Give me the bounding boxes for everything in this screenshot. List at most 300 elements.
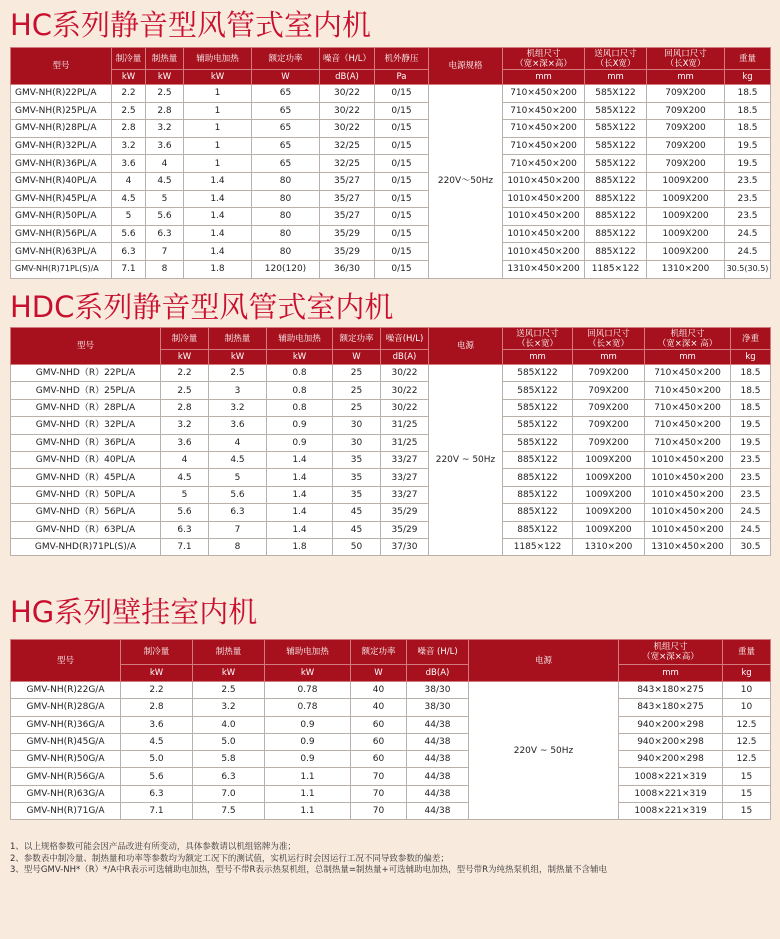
hc-value-cell: 3.2: [146, 120, 184, 138]
hc-value-cell: 7: [146, 243, 184, 261]
hdc-model-cell: GMV-NHD（R）22PL/A: [11, 365, 161, 382]
hg-model-cell: GMV-NH(R)36G/A: [11, 716, 121, 733]
hg-value-cell: 940×200×298: [619, 716, 723, 733]
hdc-value-cell: 6.3: [209, 504, 267, 521]
hc-value-cell: 0/15: [375, 155, 429, 173]
hdc-value-cell: 709X200: [573, 399, 645, 416]
hdc-value-cell: 3.2: [161, 417, 209, 434]
hc-value-cell: 1310×200: [647, 260, 725, 278]
hdc-value-cell: 1.4: [267, 521, 333, 538]
hc-value-cell: 18.5: [725, 102, 771, 120]
hdc-value-cell: 1.8: [267, 538, 333, 555]
hdc-header-model: 型号: [11, 328, 161, 365]
hg-unit-row: [11, 665, 771, 682]
hc-value-cell: 585X122: [585, 85, 647, 103]
hc-value-cell: 1.4: [184, 243, 252, 261]
hg-value-cell: 2.8: [121, 699, 193, 716]
hg-value-cell: 5.0: [121, 751, 193, 768]
hdc-value-cell: 885X122: [503, 451, 573, 468]
hdc-value-cell: 35: [333, 486, 381, 503]
hg-value-cell: 2.5: [193, 682, 265, 699]
hdc-value-cell: 19.5: [731, 434, 771, 451]
hdc-value-cell: 35: [333, 469, 381, 486]
hc-unit: Pa: [375, 70, 429, 85]
hg-unit: kW: [265, 665, 351, 682]
hc-value-cell: 30/22: [320, 120, 375, 138]
hg-value-cell: 1.1: [265, 768, 351, 785]
hc-value-cell: 1009X200: [647, 243, 725, 261]
hdc-value-cell: 30/22: [381, 382, 429, 399]
hdc-value-cell: 709X200: [573, 382, 645, 399]
hc-header-static-pressure: 机外静压: [375, 48, 429, 70]
hc-value-cell: 1: [184, 120, 252, 138]
hg-value-cell: 38/30: [407, 699, 469, 716]
hg-value-cell: 6.3: [121, 785, 193, 802]
hc-value-cell: 1009X200: [647, 190, 725, 208]
hc-value-cell: 80: [252, 208, 320, 226]
hdc-unit: dB(A): [381, 350, 429, 365]
footnote: 1、以上规格参数可能会因产品改进有所变动，具体参数请以机组铭牌为准；: [10, 842, 296, 852]
hc-value-cell: 8: [146, 260, 184, 278]
hc-value-cell: 2.2: [112, 85, 146, 103]
hc-value-cell: 1.4: [184, 208, 252, 226]
hdc-model-cell: GMV-NHD（R）36PL/A: [11, 434, 161, 451]
hdc-value-cell: 1310×200: [573, 538, 645, 555]
hc-value-cell: 6.3: [112, 243, 146, 261]
hdc-value-cell: 50: [333, 538, 381, 555]
hg-value-cell: 6.3: [193, 768, 265, 785]
hdc-header-power: 额定功率: [333, 328, 381, 350]
hdc-value-cell: 35/29: [381, 504, 429, 521]
hdc-model-cell: GMV-NHD（R）25PL/A: [11, 382, 161, 399]
hdc-value-cell: 4.5: [161, 469, 209, 486]
hdc-value-cell: 30.5: [731, 538, 771, 555]
hc-value-cell: 885X122: [585, 190, 647, 208]
hc-value-cell: 23.5: [725, 190, 771, 208]
hdc-value-cell: 23.5: [731, 486, 771, 503]
footnotes: [10, 842, 607, 877]
hc-unit: kW: [146, 70, 184, 85]
hc-header-power: 额定功率: [252, 48, 320, 70]
hg-table-row: [11, 785, 771, 802]
hg-value-cell: 40: [351, 699, 407, 716]
hc-value-cell: 3.2: [112, 137, 146, 155]
hc-value-cell: 4.5: [146, 172, 184, 190]
hdc-value-cell: 585X122: [503, 365, 573, 382]
hdc-value-cell: 1.4: [267, 486, 333, 503]
hdc-value-cell: 710×450×200: [645, 399, 731, 416]
hc-header-heating: 制热量: [146, 48, 184, 70]
hdc-value-cell: 0.8: [267, 382, 333, 399]
hg-table-row: [11, 699, 771, 716]
hc-value-cell: 5.6: [146, 208, 184, 226]
hdc-value-cell: 1009X200: [573, 469, 645, 486]
hc-value-cell: 35/29: [320, 225, 375, 243]
hdc-value-cell: 1010×450×200: [645, 451, 731, 468]
hdc-value-cell: 0.9: [267, 417, 333, 434]
hc-unit: dB(A): [320, 70, 375, 85]
hdc-value-cell: 5: [209, 469, 267, 486]
hg-spec-table: [10, 639, 771, 820]
hdc-value-cell: 585X122: [503, 382, 573, 399]
hc-table-row: [11, 208, 771, 226]
hc-power-supply-cell: 220V～50Hz: [429, 85, 503, 279]
hc-value-cell: 0/15: [375, 208, 429, 226]
hc-spec-table: [10, 47, 771, 279]
hc-table-row: [11, 120, 771, 138]
hc-header-aux-heat: 辅助电加热: [184, 48, 252, 70]
hg-unit: kW: [121, 665, 193, 682]
hc-header-weight: 重量: [725, 48, 771, 70]
hdc-unit: W: [333, 350, 381, 365]
hg-value-cell: 0.78: [265, 682, 351, 699]
hg-table-row: [11, 716, 771, 733]
hg-value-cell: 44/38: [407, 768, 469, 785]
hdc-value-cell: 25: [333, 365, 381, 382]
hc-unit: kg: [725, 70, 771, 85]
hc-value-cell: 2.8: [146, 102, 184, 120]
hdc-header-net-weight: 净重: [731, 328, 771, 350]
hc-value-cell: 1009X200: [647, 225, 725, 243]
hdc-value-cell: 1.4: [267, 469, 333, 486]
hdc-power-supply-cell: 220V ~ 50Hz: [429, 365, 503, 556]
hg-value-cell: 70: [351, 785, 407, 802]
hc-value-cell: 4.5: [112, 190, 146, 208]
hg-model-cell: GMV-NH(R)28G/A: [11, 699, 121, 716]
hdc-unit: mm: [573, 350, 645, 365]
hc-value-cell: 80: [252, 243, 320, 261]
hdc-header-power-supply: 电源: [429, 328, 503, 365]
hdc-model-cell: GMV-NHD（R）28PL/A: [11, 399, 161, 416]
hdc-value-cell: 30: [333, 417, 381, 434]
hdc-value-cell: 37/30: [381, 538, 429, 555]
hc-model-cell: GMV-NH(R)71PL(S)/A: [11, 260, 112, 278]
hg-model-cell: GMV-NH(R)45G/A: [11, 733, 121, 750]
hc-value-cell: 885X122: [585, 208, 647, 226]
hdc-value-cell: 1009X200: [573, 521, 645, 538]
hdc-value-cell: 30/22: [381, 365, 429, 382]
hc-value-cell: 30/22: [320, 85, 375, 103]
hc-value-cell: 709X200: [647, 102, 725, 120]
hg-value-cell: 5.6: [121, 768, 193, 785]
hc-value-cell: 710×450×200: [503, 85, 585, 103]
hdc-value-cell: 2.5: [161, 382, 209, 399]
hg-unit: dB(A): [407, 665, 469, 682]
hc-value-cell: 1.4: [184, 172, 252, 190]
hc-value-cell: 35/29: [320, 243, 375, 261]
hdc-value-cell: 885X122: [503, 521, 573, 538]
hg-model-cell: GMV-NH(R)22G/A: [11, 682, 121, 699]
hc-value-cell: 709X200: [647, 120, 725, 138]
hdc-header-unit-size: 机组尺寸 （宽×深× 高）: [645, 328, 731, 350]
hdc-value-cell: 585X122: [503, 434, 573, 451]
hc-table-row: [11, 85, 771, 103]
hc-value-cell: 0/15: [375, 102, 429, 120]
hdc-table-row: [11, 382, 771, 399]
hdc-value-cell: 3.6: [209, 417, 267, 434]
hdc-value-cell: 885X122: [503, 486, 573, 503]
hdc-unit: kW: [209, 350, 267, 365]
hdc-value-cell: 3: [209, 382, 267, 399]
hc-value-cell: 1310×450×200: [503, 260, 585, 278]
hc-value-cell: 30.5(30.5): [725, 260, 771, 278]
hc-value-cell: 710×450×200: [503, 137, 585, 155]
hdc-table-row: [11, 399, 771, 416]
hc-value-cell: 23.5: [725, 208, 771, 226]
hdc-table-row: [11, 365, 771, 382]
hc-value-cell: 19.5: [725, 155, 771, 173]
hc-model-cell: GMV-NH(R)50PL/A: [11, 208, 112, 226]
hdc-value-cell: 1010×450×200: [645, 486, 731, 503]
hc-model-cell: GMV-NH(R)56PL/A: [11, 225, 112, 243]
hc-value-cell: 65: [252, 85, 320, 103]
hdc-value-cell: 709X200: [573, 365, 645, 382]
hg-model-cell: GMV-NH(R)71G/A: [11, 803, 121, 820]
hc-value-cell: 35/27: [320, 208, 375, 226]
hc-value-cell: 1.8: [184, 260, 252, 278]
hdc-model-cell: GMV-NHD（R）45PL/A: [11, 469, 161, 486]
hc-value-cell: 65: [252, 155, 320, 173]
hdc-value-cell: 1009X200: [573, 504, 645, 521]
hdc-value-cell: 24.5: [731, 521, 771, 538]
hg-value-cell: 1008×221×319: [619, 768, 723, 785]
hdc-value-cell: 5: [161, 486, 209, 503]
hc-value-cell: 885X122: [585, 172, 647, 190]
hdc-table-row: [11, 451, 771, 468]
hdc-value-cell: 25: [333, 382, 381, 399]
hc-table-row: [11, 190, 771, 208]
hdc-header-heating: 制热量: [209, 328, 267, 350]
hg-value-cell: 5.8: [193, 751, 265, 768]
hc-value-cell: 585X122: [585, 102, 647, 120]
hg-value-cell: 40: [351, 682, 407, 699]
hg-value-cell: 5.0: [193, 733, 265, 750]
hg-header-aux-heat: 辅助电加热: [265, 640, 351, 665]
hc-value-cell: 36/30: [320, 260, 375, 278]
hc-header-noise: 噪音（H/L）: [320, 48, 375, 70]
hdc-value-cell: 18.5: [731, 365, 771, 382]
hg-value-cell: 7.0: [193, 785, 265, 802]
hc-unit: mm: [503, 70, 585, 85]
hg-value-cell: 7.5: [193, 803, 265, 820]
hc-header-unit-size: 机组尺寸 （宽×深×高）: [503, 48, 585, 70]
hdc-value-cell: 31/25: [381, 434, 429, 451]
hc-value-cell: 585X122: [585, 137, 647, 155]
hc-value-cell: 1010×450×200: [503, 225, 585, 243]
hg-value-cell: 10: [723, 682, 771, 699]
hc-table-row: [11, 155, 771, 173]
hdc-header-aux-heat: 辅助电加热: [267, 328, 333, 350]
hg-value-cell: 12.5: [723, 733, 771, 750]
hc-value-cell: 5: [112, 208, 146, 226]
hg-value-cell: 1.1: [265, 785, 351, 802]
hdc-value-cell: 4: [209, 434, 267, 451]
hdc-header-row: [11, 328, 771, 350]
hg-value-cell: 1008×221×319: [619, 803, 723, 820]
hc-value-cell: 3.6: [146, 137, 184, 155]
hdc-value-cell: 8: [209, 538, 267, 555]
hdc-table-row: [11, 538, 771, 555]
hg-value-cell: 60: [351, 733, 407, 750]
hdc-value-cell: 0.9: [267, 434, 333, 451]
hg-header-row: [11, 640, 771, 665]
hg-value-cell: 0.9: [265, 716, 351, 733]
hdc-value-cell: 3.6: [161, 434, 209, 451]
hg-value-cell: 843×180×275: [619, 682, 723, 699]
hc-model-cell: GMV-NH(R)63PL/A: [11, 243, 112, 261]
hdc-value-cell: 885X122: [503, 469, 573, 486]
hdc-value-cell: 7.1: [161, 538, 209, 555]
hdc-spec-table: [10, 327, 771, 556]
hdc-value-cell: 2.8: [161, 399, 209, 416]
hc-value-cell: 0/15: [375, 225, 429, 243]
hdc-value-cell: 1185×122: [503, 538, 573, 555]
hc-value-cell: 0/15: [375, 190, 429, 208]
hdc-value-cell: 3.2: [209, 399, 267, 416]
hc-value-cell: 885X122: [585, 225, 647, 243]
hc-unit: mm: [647, 70, 725, 85]
hc-table-row: [11, 260, 771, 278]
hdc-value-cell: 25: [333, 399, 381, 416]
hdc-value-cell: 2.2: [161, 365, 209, 382]
hdc-header-return-inlet: 回风口尺寸 （长×宽）: [573, 328, 645, 350]
hc-header-power-supply: 电源规格: [429, 48, 503, 85]
hc-value-cell: 0/15: [375, 120, 429, 138]
hc-value-cell: 80: [252, 190, 320, 208]
hg-model-cell: GMV-NH(R)50G/A: [11, 751, 121, 768]
hc-table-row: [11, 243, 771, 261]
hc-value-cell: 35/27: [320, 190, 375, 208]
hg-model-cell: GMV-NH(R)63G/A: [11, 785, 121, 802]
hc-value-cell: 80: [252, 225, 320, 243]
hc-value-cell: 710×450×200: [503, 155, 585, 173]
hc-title: HC系列静音型风管式室内机: [10, 8, 372, 42]
hc-value-cell: 585X122: [585, 120, 647, 138]
hdc-value-cell: 23.5: [731, 451, 771, 468]
hdc-table-row: [11, 417, 771, 434]
hc-value-cell: 32/25: [320, 155, 375, 173]
hdc-value-cell: 45: [333, 521, 381, 538]
hc-value-cell: 30/22: [320, 102, 375, 120]
hdc-value-cell: 19.5: [731, 417, 771, 434]
hc-header-return-inlet: 回风口尺寸 （长X宽）: [647, 48, 725, 70]
hc-value-cell: 5.6: [112, 225, 146, 243]
hg-header-weight: 重量: [723, 640, 771, 665]
hdc-value-cell: 45: [333, 504, 381, 521]
hdc-value-cell: 5.6: [161, 504, 209, 521]
hc-value-cell: 3.6: [112, 155, 146, 173]
hdc-value-cell: 709X200: [573, 417, 645, 434]
hdc-table-row: [11, 521, 771, 538]
hc-unit: mm: [585, 70, 647, 85]
hdc-model-cell: GMV-NHD（R）40PL/A: [11, 451, 161, 468]
hc-model-cell: GMV-NH(R)28PL/A: [11, 120, 112, 138]
hdc-value-cell: 7: [209, 521, 267, 538]
hg-header-noise: 噪音 (H/L): [407, 640, 469, 665]
hdc-value-cell: 33/27: [381, 451, 429, 468]
hc-value-cell: 1010×450×200: [503, 172, 585, 190]
hdc-value-cell: 1010×450×200: [645, 504, 731, 521]
hc-value-cell: 1009X200: [647, 172, 725, 190]
hg-header-unit-size: 机组尺寸 （宽×深×高）: [619, 640, 723, 665]
hg-value-cell: 0.78: [265, 699, 351, 716]
hc-header-supply-outlet: 送风口尺寸 （长X宽）: [585, 48, 647, 70]
hdc-value-cell: 31/25: [381, 417, 429, 434]
hdc-table-row: [11, 504, 771, 521]
hdc-value-cell: 18.5: [731, 382, 771, 399]
hg-unit: kg: [723, 665, 771, 682]
hdc-model-cell: GMV-NHD（R）50PL/A: [11, 486, 161, 503]
hc-unit: W: [252, 70, 320, 85]
hdc-value-cell: 709X200: [573, 434, 645, 451]
hg-value-cell: 38/30: [407, 682, 469, 699]
hg-value-cell: 940×200×298: [619, 733, 723, 750]
hg-value-cell: 0.9: [265, 733, 351, 750]
hg-header-power: 额定功率: [351, 640, 407, 665]
hc-value-cell: 1.4: [184, 225, 252, 243]
hdc-value-cell: 24.5: [731, 504, 771, 521]
hc-value-cell: 0/15: [375, 260, 429, 278]
hg-header-model: 型号: [11, 640, 121, 682]
hc-value-cell: 4: [146, 155, 184, 173]
hdc-value-cell: 30/22: [381, 399, 429, 416]
hg-value-cell: 10: [723, 699, 771, 716]
hdc-value-cell: 30: [333, 434, 381, 451]
hdc-header-supply-outlet: 送风口尺寸 （长×宽）: [503, 328, 573, 350]
hg-table-row: [11, 751, 771, 768]
hc-value-cell: 24.5: [725, 243, 771, 261]
hc-value-cell: 65: [252, 120, 320, 138]
hdc-table-row: [11, 486, 771, 503]
hc-value-cell: 65: [252, 137, 320, 155]
hdc-header-cooling: 制冷量: [161, 328, 209, 350]
footnote: 2、参数表中制冷量、制热量和功率等参数均为额定工况下的测试值，实机运行时会因运行工况不同导致参数的偏差；: [10, 853, 449, 864]
hc-model-cell: GMV-NH(R)45PL/A: [11, 190, 112, 208]
hdc-header-noise: 噪音(H/L): [381, 328, 429, 350]
hc-value-cell: 6.3: [146, 225, 184, 243]
hg-header-cooling: 制冷量: [121, 640, 193, 665]
hdc-model-cell: GMV-NHD(R)71PL(S)/A: [11, 538, 161, 555]
hc-value-cell: 18.5: [725, 120, 771, 138]
hc-table-row: [11, 137, 771, 155]
hdc-unit: mm: [503, 350, 573, 365]
hdc-value-cell: 23.5: [731, 469, 771, 486]
hg-value-cell: 15: [723, 768, 771, 785]
hc-value-cell: 585X122: [585, 155, 647, 173]
hc-unit: kW: [184, 70, 252, 85]
hdc-table-row: [11, 469, 771, 486]
hg-value-cell: 44/38: [407, 733, 469, 750]
hg-value-cell: 15: [723, 803, 771, 820]
hc-value-cell: 709X200: [647, 137, 725, 155]
hc-header-cooling: 制冷量: [112, 48, 146, 70]
hdc-value-cell: 710×450×200: [645, 365, 731, 382]
hg-value-cell: 60: [351, 751, 407, 768]
hg-model-cell: GMV-NH(R)56G/A: [11, 768, 121, 785]
hdc-value-cell: 585X122: [503, 399, 573, 416]
hg-unit: kW: [193, 665, 265, 682]
hc-value-cell: 23.5: [725, 172, 771, 190]
hc-value-cell: 1185×122: [585, 260, 647, 278]
hc-value-cell: 0/15: [375, 137, 429, 155]
hc-value-cell: 0/15: [375, 243, 429, 261]
hc-header-model: 型号: [11, 48, 112, 85]
hdc-unit: kW: [267, 350, 333, 365]
hg-table-row: [11, 768, 771, 785]
hdc-value-cell: 6.3: [161, 521, 209, 538]
hdc-value-cell: 585X122: [503, 417, 573, 434]
hc-header-row: [11, 48, 771, 70]
